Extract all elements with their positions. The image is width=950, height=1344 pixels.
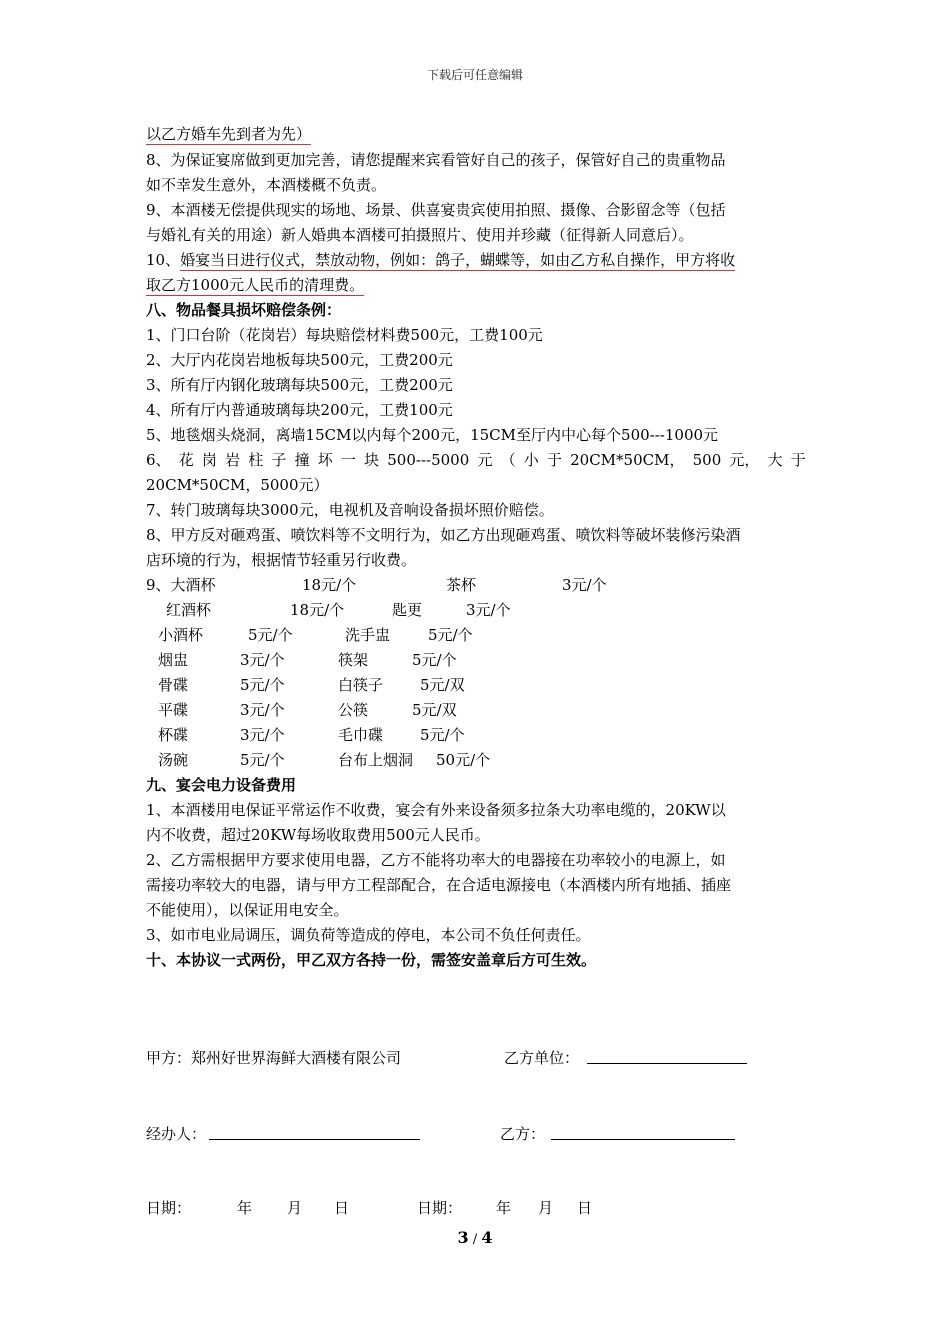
power-item-2-line-1: 2、乙方需根据甲方要求使用电器，乙方不能将功率大的电器接在功率较小的电源上，如 bbox=[146, 851, 726, 869]
damage-item-5: 5、地毯烟头烧洞，离墙15CM以内每个200元，15CM至厅内中心每个500---1000元 bbox=[146, 426, 719, 444]
party-b-unit-field[interactable] bbox=[587, 1063, 747, 1064]
power-item-1-line-2: 内不收费，超过20KW每场收取费用500元人民币。 bbox=[146, 826, 490, 844]
clause-9-line-1: 9、本酒楼无偿提供现实的场地、场景、供喜宴贵宾使用拍照、摄像、合影留念等（包括 bbox=[146, 201, 726, 219]
section-8-heading: 八、物品餐具损坏赔偿条例： bbox=[146, 301, 342, 319]
page-number: 3 / 4 bbox=[457, 1228, 493, 1247]
power-item-2-line-3: 不能使用），以保证用电安全。 bbox=[146, 901, 349, 919]
handler-label: 经办人： bbox=[146, 1125, 207, 1143]
date-label-a: 日期： bbox=[146, 1199, 192, 1217]
damage-item-6-line-1: 6、 花 岗 岩 柱 子 撞 坏 一 块 500---5000 元 （ 小 于 20CM*50CM， 500 元， 大 于 bbox=[146, 451, 806, 469]
section-10-heading: 十、本协议一式两份，甲乙双方各持一份，需签安盖章后方可生效。 bbox=[146, 951, 597, 969]
section-9-heading: 九、宴会电力设备费用 bbox=[146, 776, 297, 794]
clause-8-line-2: 如不幸发生意外，本酒楼概不负责。 bbox=[146, 176, 387, 194]
damage-item-8-line-2: 店环境的行为，根据情节轻重另行收费。 bbox=[146, 551, 417, 569]
party-b-field[interactable] bbox=[551, 1139, 735, 1140]
clause-10-line-2: 取乙方1000元人民币的清理费。 bbox=[146, 276, 365, 294]
power-item-3: 3、如市电业局调压，调负荷等造成的停电，本公司不负任何责任。 bbox=[146, 926, 591, 944]
damage-item-1: 1、门口台阶（花岗岩）每块赔偿材料费500元，工费100元 bbox=[146, 326, 543, 344]
party-a-label: 甲方：郑州好世界海鲜大酒楼有限公司 bbox=[146, 1049, 402, 1067]
handler-field[interactable] bbox=[209, 1139, 420, 1140]
power-item-1-line-1: 1、本酒楼用电保证平常运作不收费，宴会有外来设备须多拉条大功率电缆的，20KW以 bbox=[146, 801, 726, 819]
damage-item-4: 4、所有厅内普通玻璃每块200元，工费100元 bbox=[146, 401, 453, 419]
clause-8-line-1: 8、为保证宴席做到更加完善，请您提醒来宾看管好自己的孩子，保管好自己的贵重物品 bbox=[146, 151, 726, 169]
damage-item-7: 7、转门玻璃每块3000元，电视机及音响设备损坏照价赔偿。 bbox=[146, 501, 554, 519]
clause-10-line-1: 10、婚宴当日进行仪式，禁放动物，例如：鸽子，蝴蝶等，如由乙方私自操作，甲方将收 bbox=[146, 251, 736, 269]
date-label-b: 日期： bbox=[417, 1199, 463, 1217]
date-year-a: 年 bbox=[237, 1199, 253, 1217]
date-day-b: 日 bbox=[577, 1199, 593, 1217]
clause-9-line-2: 与婚礼有关的用途）新人婚典本酒楼可拍摄照片、使用并珍藏（征得新人同意后）。 bbox=[146, 226, 694, 244]
paragraph-continuation: 以乙方婚车先到者为先） bbox=[146, 125, 312, 143]
party-b-unit-label: 乙方单位： bbox=[504, 1049, 580, 1067]
damage-item-6-line-2: 20CM*50CM，5000元） bbox=[146, 476, 329, 494]
damage-item-2: 2、大厅内花岗岩地板每块500元，工费200元 bbox=[146, 351, 453, 369]
party-b-label: 乙方： bbox=[500, 1125, 546, 1143]
date-month-b: 月 bbox=[538, 1199, 554, 1217]
date-month-a: 月 bbox=[287, 1199, 303, 1217]
date-year-b: 年 bbox=[496, 1199, 512, 1217]
damage-item-8-line-1: 8、甲方反对砸鸡蛋、喷饮料等不文明行为，如乙方出现砸鸡蛋、喷饮料等破坏装修污染酒 bbox=[146, 526, 741, 544]
page-header: 下载后可任意编辑 bbox=[426, 68, 523, 82]
power-item-2-line-2: 需接功率较大的电器，请与甲方工程部配合，在合适电源接电（本酒楼内所有地插、插座 bbox=[146, 876, 732, 894]
damage-item-3: 3、所有厅内钢化玻璃每块500元，工费200元 bbox=[146, 376, 453, 394]
date-day-a: 日 bbox=[334, 1199, 350, 1217]
